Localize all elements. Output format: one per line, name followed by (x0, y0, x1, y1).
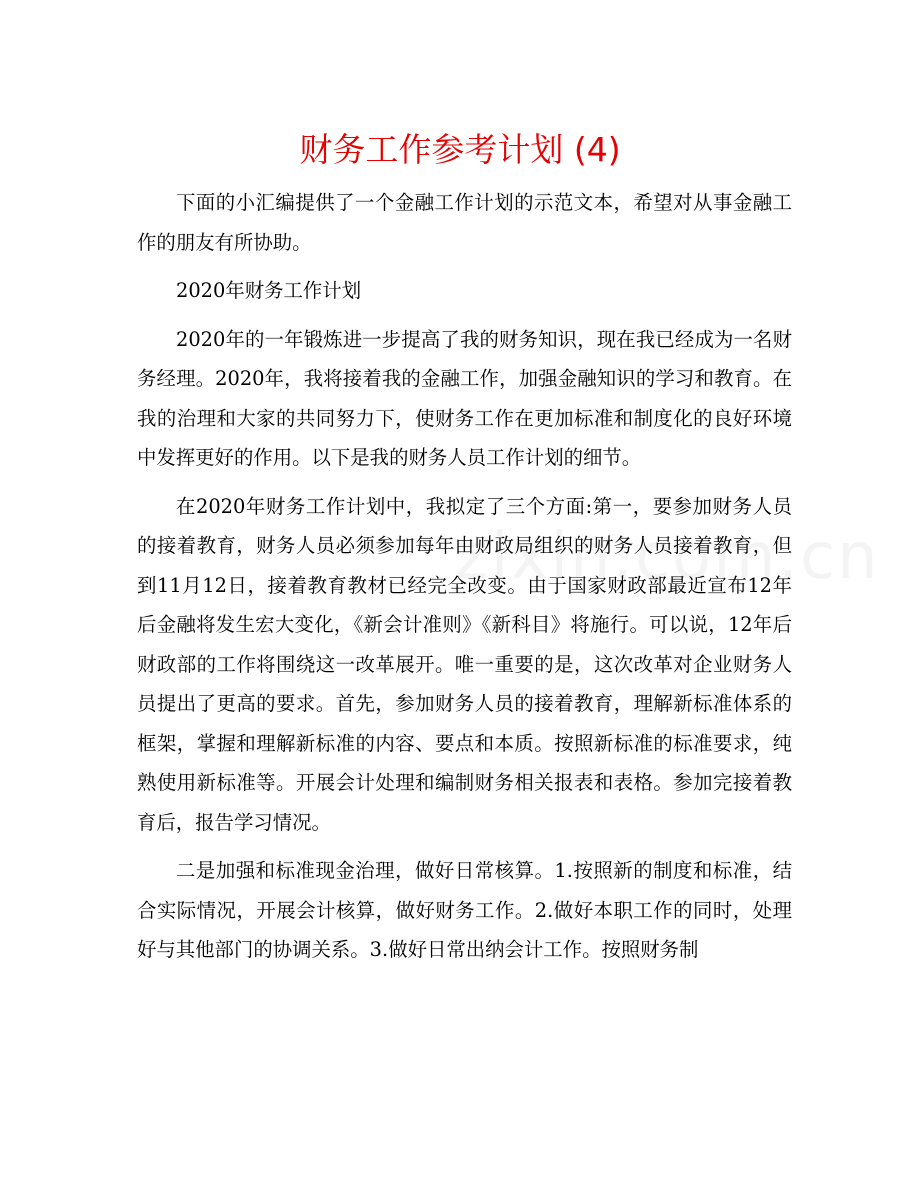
body-paragraph: 在2020年财务工作计划中，我拟定了三个方面:第一，要参加财务人员的接着教育，财务人员必须参加每年由财政局组织的财务人员接着教育，但到11月12日，接着教育教材已经完全改变。由于国家财政部最近宣布12年后金融将发生宏大变化，《新会计准则》《新科目》将施行。可以说，12年后财政部的工作将围绕这一改革展开。唯一重要的是，这次改革对企业财务人员提出了更高的要求。首先，参加财务人员的接着教育，理解新标准体系的框架，掌握和理解新标准的内容、要点和本质。按照新标准的标准要求，纯熟使用新标准等。开展会计处理和编制财务相关报表和表格。参加完接着教育后，报告学习情况。 (137, 494, 792, 834)
section-heading: 2020年财务工作计划 (176, 279, 362, 302)
intro-paragraph: 下面的小汇编提供了一个金融工作计划的示范文本，希望对从事金融工作的朋友有所协助。 (137, 191, 792, 254)
body-paragraph: 二是加强和标准现金治理，做好日常核算。1.按照新的制度和标准，结合实际情况，开展会计核算，做好财务工作。2.做好本职工作的同时，处理好与其他部门的协调关系。3.做好日常出纳会计工作。按照财务制 (137, 859, 792, 961)
body-paragraph: 2020年的一年锻炼进一步提高了我的财务知识，现在我已经成为一名财务经理。2020年，我将接着我的金融工作，加强金融知识的学习和教育。在我的治理和大家的共同努力下，使财务工作在更加标准和制度化的良好环境中发挥更好的作用。以下是我的财务人员工作计划的细节。 (137, 327, 792, 469)
document-title: 财务工作参考计划 (4) (299, 130, 621, 169)
document-body (137, 183, 792, 979)
